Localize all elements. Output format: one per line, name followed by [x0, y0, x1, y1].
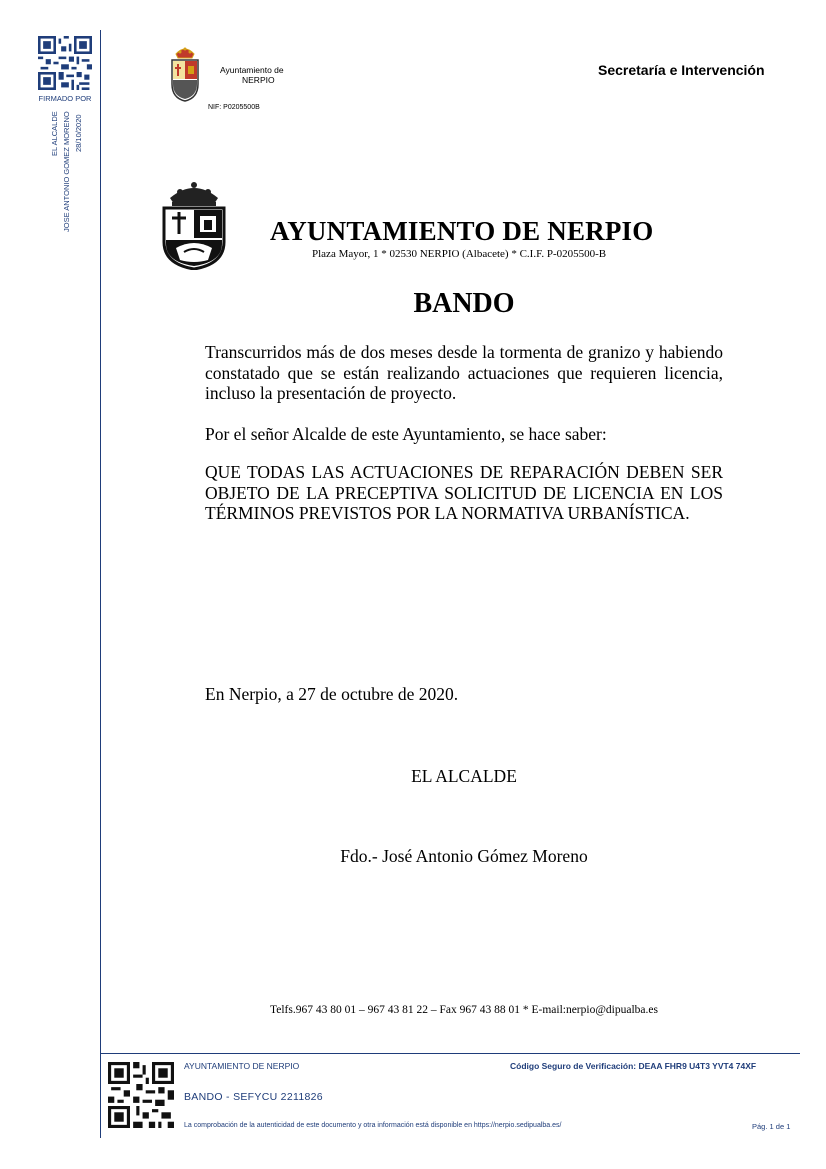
qr-code-icon: [38, 36, 92, 90]
signer-role-vertical: EL ALCALDE: [50, 111, 59, 156]
paragraph-announcement: Por el señor Alcalde de este Ayuntamiento, se hace saber:: [205, 424, 607, 444]
signer-role: EL ALCALDE: [411, 766, 517, 786]
coat-of-arms-icon: [170, 44, 200, 102]
signed-by-label: FIRMADO POR: [38, 94, 92, 103]
document-title: BANDO: [413, 288, 515, 319]
ayuntamiento-small-label: [220, 65, 284, 85]
paragraph-notice: QUE TODAS LAS ACTUACIONES DE REPARACIÓN DEBEN SER OBJETO DE LA PRECEPTIVA SOLICITUD DE LICENCIA EN LOS TÉRMINOS PREVISTOS POR LA NORMATIVA URBANÍSTICA.: [205, 462, 723, 523]
letterhead-address: Plaza Mayor, 1 * 02530 NERPIO (Albacete) * C.I.F. P-0205500-B: [312, 248, 607, 260]
footer-divider: [100, 1053, 800, 1054]
coat-of-arms-icon: [162, 178, 226, 270]
signer-name: Fdo.- José Antonio Gómez Moreno: [340, 846, 588, 866]
ayuntamiento-line2: NERPIO: [242, 75, 275, 85]
paragraph-intro: Transcurridos más de dos meses desde la tormenta de granizo y habiendo constatado que se están realizando actuaciones que requieren licencia, incluso la presentación de proyecto.: [205, 342, 723, 403]
verification-note: La comprobación de la autenticidad de este documento y otra información está disponible en https://nerpio.sedipualba.es/: [184, 1122, 562, 1129]
left-margin-line: [100, 30, 101, 1138]
department-label: Secretaría e Intervención: [598, 62, 765, 78]
verification-code: Código Seguro de Verificación: DEAA FHR9 U4T3 YVT4 74XF: [510, 1061, 757, 1071]
document-reference: BANDO - SEFYCU 2211826: [184, 1091, 323, 1103]
signature-date-vertical: 28/10/2020: [74, 114, 83, 152]
ayuntamiento-line1: Ayuntamiento de: [220, 65, 284, 75]
qr-code-icon: [108, 1062, 174, 1128]
letterhead-title: AYUNTAMIENTO DE NERPIO: [270, 216, 654, 246]
contact-line: Telfs.967 43 80 01 – 967 43 81 22 – Fax 967 43 88 01 * E-mail:nerpio@dipualba.es: [270, 1004, 658, 1016]
document-date: En Nerpio, a 27 de octubre de 2020.: [205, 684, 459, 704]
signer-name-vertical: JOSE ANTONIO GOMEZ MORENO: [62, 111, 71, 232]
footer-ayuntamiento: AYUNTAMIENTO DE NERPIO: [184, 1061, 300, 1071]
nif-label: NIF: P0205500B: [208, 104, 260, 111]
page-number: Pág. 1 de 1: [752, 1122, 791, 1131]
